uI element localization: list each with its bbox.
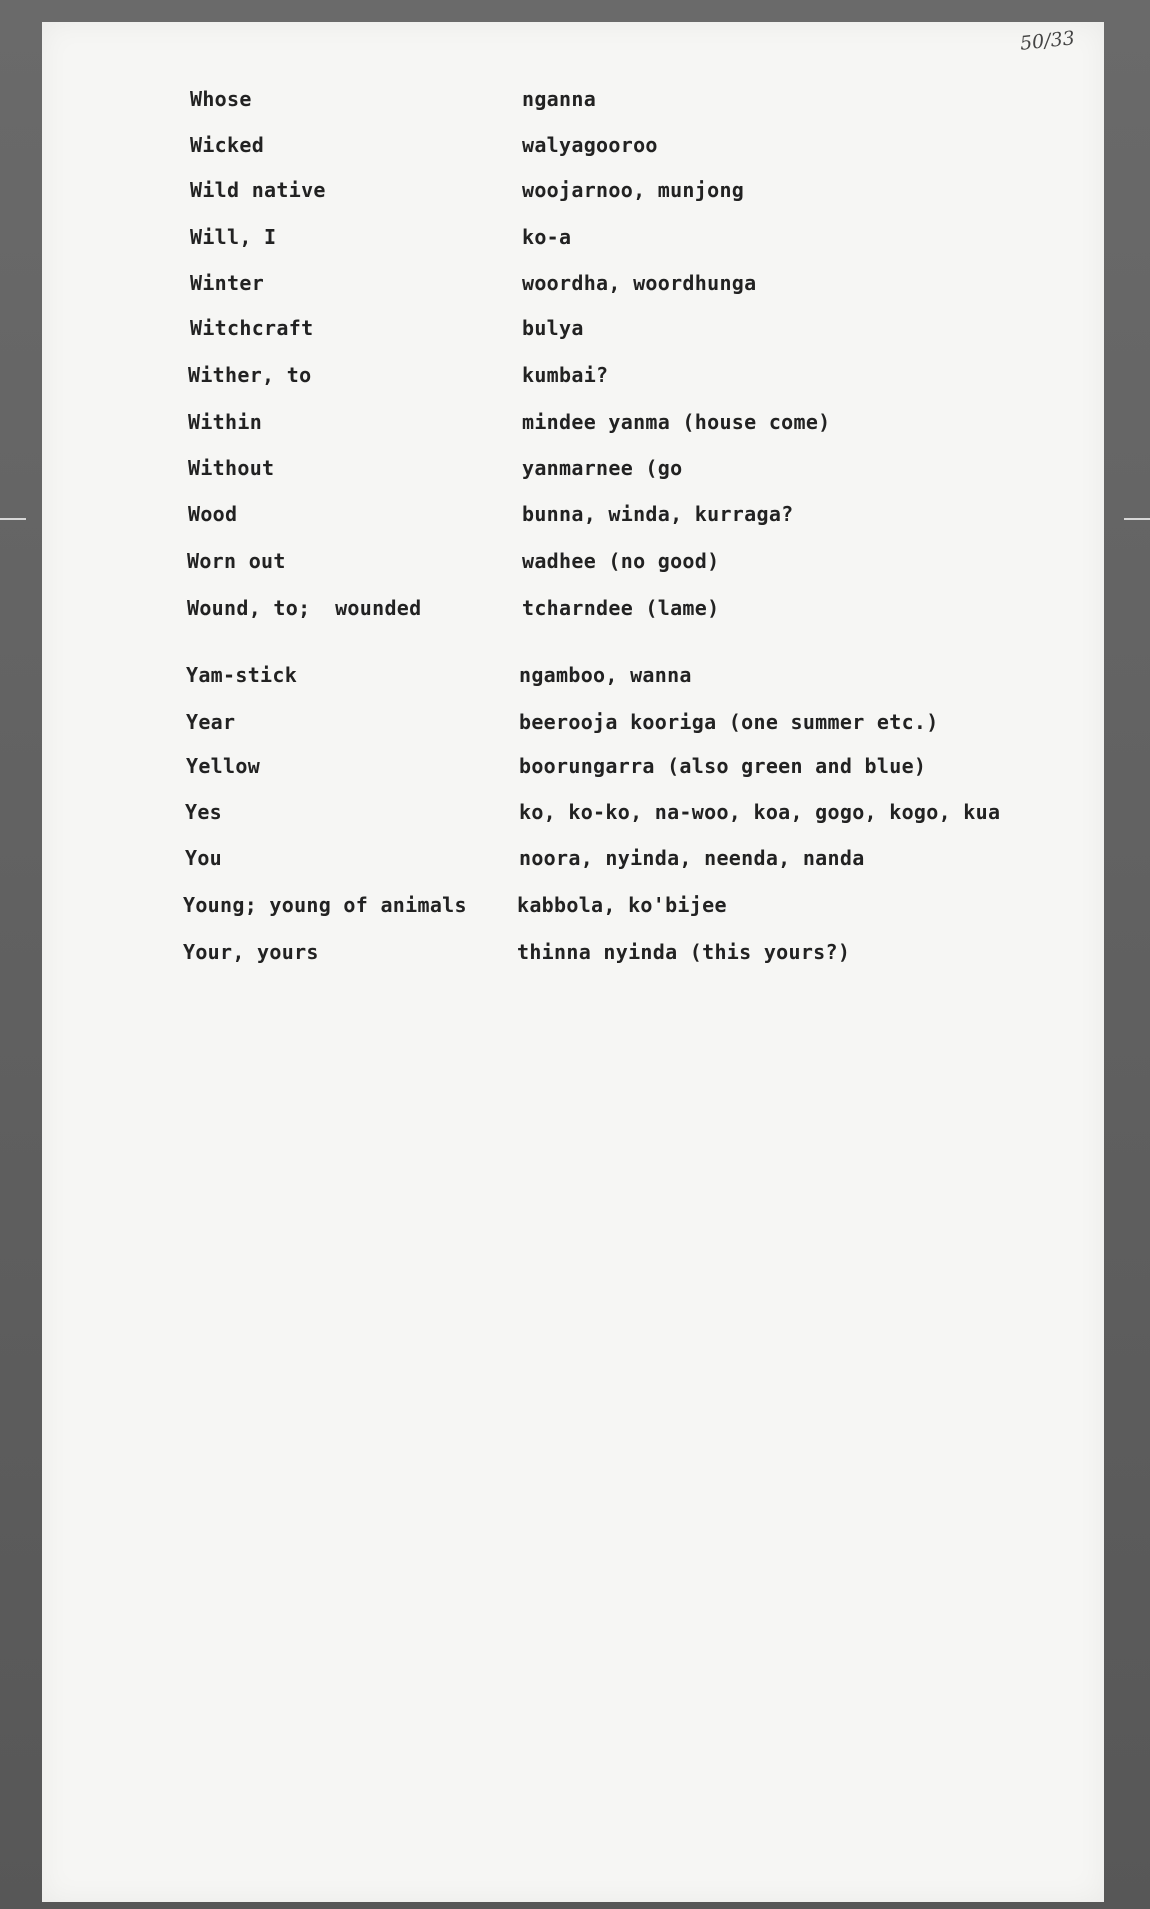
vocabulary-entry — [0, 410, 1150, 440]
native-gloss: ko, ko-ko, na-woo, koa, gogo, kogo, kua — [519, 800, 1001, 824]
english-term: Winter — [190, 271, 265, 295]
native-gloss: tcharndee (lame) — [522, 596, 720, 620]
vocabulary-entry — [0, 800, 1150, 830]
english-term: Yes — [185, 800, 223, 824]
english-term: Worn out — [187, 549, 286, 573]
english-term: Wicked — [190, 133, 265, 157]
native-gloss: noora, nyinda, neenda, nanda — [519, 846, 865, 870]
vocabulary-entry — [0, 502, 1150, 532]
vocabulary-entry — [0, 178, 1150, 208]
native-gloss: kumbai? — [522, 363, 609, 387]
vocabulary-entry — [0, 456, 1150, 486]
native-gloss: wadhee (no good) — [522, 549, 720, 573]
native-gloss: nganna — [522, 87, 597, 111]
vocabulary-entry — [0, 596, 1150, 626]
vocabulary-entry — [0, 754, 1150, 784]
vocabulary-entry — [0, 363, 1150, 393]
vocabulary-entry — [0, 846, 1150, 876]
english-term: Will, I — [190, 225, 277, 249]
vocabulary-entry — [0, 271, 1150, 301]
english-term: Witchcraft — [190, 316, 314, 340]
vocabulary-entry — [0, 940, 1150, 970]
english-term: Wood — [188, 502, 238, 526]
english-term: You — [185, 846, 223, 870]
english-term: Yellow — [186, 754, 261, 778]
page-number: 50/33 — [1019, 27, 1076, 55]
native-gloss: boorungarra (also green and blue) — [519, 754, 927, 778]
vocabulary-entry — [0, 710, 1150, 740]
vocabulary-entry — [0, 225, 1150, 255]
vocabulary-entry — [0, 133, 1150, 163]
english-term: Wound, to; wounded — [187, 596, 422, 620]
english-term: Yam-stick — [186, 663, 298, 687]
vocabulary-entry — [0, 87, 1150, 117]
native-gloss: mindee yanma (house come) — [522, 410, 831, 434]
native-gloss: beerooja kooriga (one summer etc.) — [519, 710, 939, 734]
native-gloss: ko-a — [522, 225, 572, 249]
native-gloss: woojarnoo, munjong — [522, 178, 745, 202]
english-term: Within — [188, 410, 263, 434]
vocabulary-entry — [0, 663, 1150, 693]
english-term: Your, yours — [183, 940, 319, 964]
english-term: Wither, to — [188, 363, 312, 387]
vocabulary-entry — [0, 549, 1150, 579]
english-term: Wild native — [190, 178, 326, 202]
native-gloss: walyagooroo — [522, 133, 658, 157]
english-term: Year — [186, 710, 236, 734]
vocabulary-entry — [0, 316, 1150, 346]
english-term: Without — [188, 456, 275, 480]
english-term: Young; young of animals — [183, 893, 467, 917]
native-gloss: thinna nyinda (this yours?) — [517, 940, 851, 964]
vocabulary-entry — [0, 893, 1150, 923]
native-gloss: bunna, winda, kurraga? — [522, 502, 794, 526]
native-gloss: kabbola, ko'bijee — [517, 893, 727, 917]
english-term: Whose — [190, 87, 252, 111]
native-gloss: ngamboo, wanna — [519, 663, 692, 687]
native-gloss: yanmarnee (go — [522, 456, 683, 480]
native-gloss: bulya — [522, 316, 584, 340]
native-gloss: woordha, woordhunga — [522, 271, 757, 295]
